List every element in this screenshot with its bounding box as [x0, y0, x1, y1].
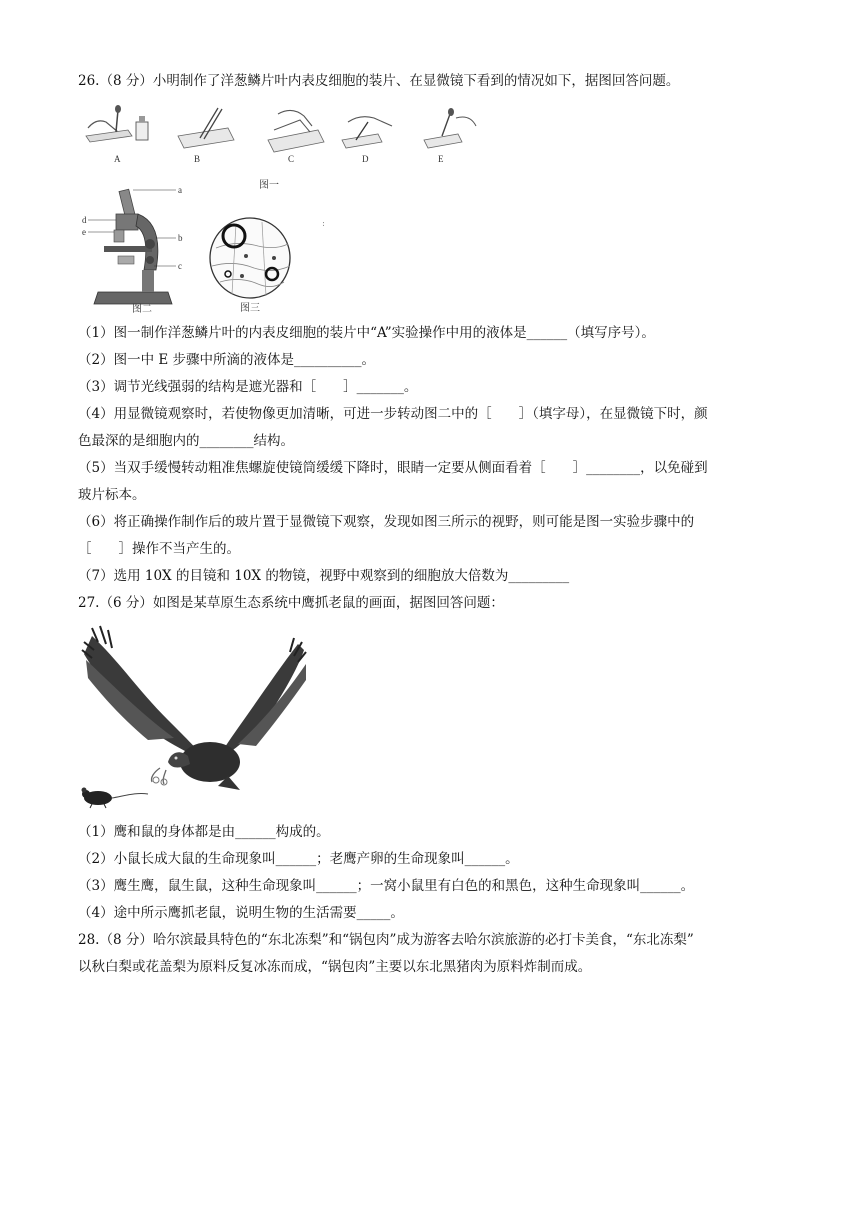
- figure-1-slide-preparation-steps: [78, 100, 488, 192]
- q27-item-1: （1）鹰和鼠的身体都是由______构成的。: [78, 824, 330, 840]
- q26-stem: 26.（8 分）小明制作了洋葱鳞片叶内表皮细胞的装片、在显微镜下看到的情况如下，据图回答问题。: [78, 73, 680, 89]
- stray-mark: ː: [322, 219, 326, 229]
- q26-item-1: （1）图一制作洋葱鳞片叶的内表皮细胞的装片中“A”实验操作中用的液体是______（填写序号）。: [78, 325, 655, 341]
- q27-item-3: （3）鹰生鹰，鼠生鼠，这种生命现象叫______；一窝小鼠里有白色的和黑色，这种生命现象叫______。: [78, 878, 695, 894]
- microscope-illustration: [94, 189, 172, 304]
- step-d-label: D: [362, 154, 369, 164]
- step-c-illustration: [268, 110, 324, 152]
- field-of-view-illustration: [210, 218, 290, 298]
- microscope-label-a: a: [178, 185, 182, 195]
- step-a-label: A: [114, 154, 121, 164]
- q27-stem: 27.（6 分）如图是某草原生态系统中鹰抓老鼠的画面，据图回答问题：: [78, 595, 504, 611]
- q26-item-7: （7）选用 10X 的目镜和 10X 的物镜，视野中观察到的细胞放大倍数为_________: [78, 568, 570, 584]
- figure-2-microscope: [78, 184, 198, 314]
- q26-item-6-cont: ［ ］操作不当产生的。: [78, 541, 240, 557]
- microscope-label-d: d: [82, 215, 87, 225]
- q26-item-4-cont: 色最深的是细胞内的________结构。: [78, 433, 294, 449]
- step-e-label: E: [438, 154, 444, 164]
- q26-item-4: （4）用显微镜观察时，若使物像更加清晰，可进一步转动图二中的［ ］（填字母），在显微镜下时，颜: [78, 406, 708, 422]
- figure-2-caption: 图二: [132, 304, 152, 314]
- step-b-label: B: [194, 154, 201, 164]
- q28-line-1: 28.（8 分）哈尔滨最具特色的“东北冻梨”和“锅包肉”成为游客去哈尔滨旅游的必打卡美食，“东北冻梨”: [78, 932, 694, 948]
- step-b-illustration: [178, 108, 234, 148]
- q28-line-2: 以秋白梨或花盖梨为原料反复冰冻而成，“锅包肉”主要以东北黑猪肉为原料炸制而成。: [78, 959, 592, 975]
- step-c-label: C: [288, 154, 295, 164]
- q27-item-4: （4）途中所示鹰抓老鼠，说明生物的生活需要_____。: [78, 905, 404, 921]
- step-d-illustration: [342, 117, 392, 148]
- microscope-label-b: b: [178, 233, 183, 243]
- figure-3-caption: 图三: [240, 303, 260, 314]
- step-a-illustration: [86, 105, 148, 142]
- mouse-illustration: [82, 788, 149, 809]
- eagle-mouse-figure: [78, 620, 310, 812]
- q26-item-5: （5）当双手缓慢转动粗准焦螺旋使镜筒缓缓下降时，眼睛一定要从侧面看着［ ］________，以免碰到: [78, 460, 708, 476]
- microscope-label-e: e: [82, 227, 86, 237]
- figure-1-caption: 图一: [259, 180, 279, 191]
- q26-item-2: （2）图一中 E 步骤中所滴的液体是__________。: [78, 352, 376, 368]
- eagle-illustration: [82, 626, 306, 790]
- q26-item-5-cont: 玻片标本。: [78, 487, 146, 503]
- q26-item-3: （3）调节光线强弱的结构是遮光器和［ ］_______。: [78, 379, 418, 395]
- q27-item-2: （2）小鼠长成大鼠的生命现象叫______；老鹰产卵的生命现象叫______。: [78, 851, 519, 867]
- microscope-label-c: c: [178, 261, 182, 271]
- q26-item-6: （6）将正确操作制作后的玻片置于显微镜下观察，发现如图三所示的视野，则可能是图一实验步骤中的: [78, 514, 695, 530]
- figure-3-field-of-view: [206, 214, 296, 314]
- step-e-illustration: [424, 108, 476, 148]
